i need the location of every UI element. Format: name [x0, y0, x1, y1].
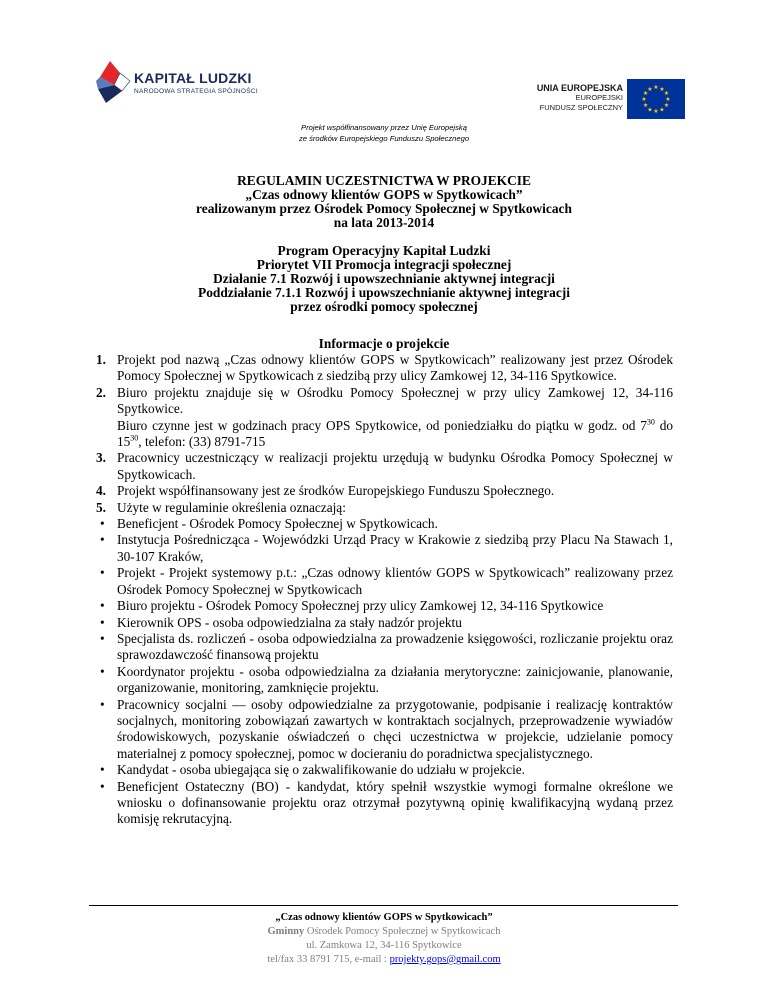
program-line: Program Operacyjny Kapitał Ludzki [277, 243, 491, 258]
eu-logo-line3: FUNDUSZ SPOŁECZNY [539, 103, 623, 112]
footer-address: ul. Zamkowa 12, 34-116 Spytkowice [306, 940, 462, 951]
bullet-icon: • [100, 663, 105, 679]
eu-star-icon: ★ [659, 107, 665, 114]
definition-item [0, 615, 768, 631]
kapital-ludzki-emblem-icon [96, 59, 132, 105]
numbered-item [0, 385, 768, 451]
definition-text: Beneficjent - Ośrodek Pomocy Społecznej w Spytkowicach. [117, 516, 438, 532]
definition-text: Biuro projektu - Ośrodek Pomocy Społecznej przy ulicy Zamkowej 12, 34-116 Spytkowice [117, 598, 604, 614]
eu-logo-text [537, 83, 623, 113]
eu-star-icon: ★ [663, 103, 670, 110]
footer-contact: tel/fax 33 8791 715, e-mail : projekty.gops@gmail.com [267, 954, 501, 965]
kapital-ludzki-logo [96, 59, 261, 107]
eu-star-icon: ★ [653, 85, 659, 92]
item-text: Projekt współfinansowany jest ze środków Europejskiego Funduszu Społecznego. [117, 483, 555, 499]
definition-item [0, 598, 768, 614]
eu-logo [510, 79, 685, 119]
definition-text: Kierownik OPS - osoba odpowiedzialna za stały nadzór projektu [117, 614, 462, 630]
cofund-line-2: ze środków Europejskiego Funduszu Społecznego [298, 134, 470, 143]
footer-divider [89, 905, 678, 906]
kapital-ludzki-title: KAPITAŁ LUDZKI [134, 70, 252, 86]
bullet-icon: • [100, 565, 105, 581]
eu-flag-icon [627, 79, 685, 119]
title-line: realizowanym przez Ośrodek Pomocy Społecznej w Spytkowicach [196, 201, 572, 216]
bullet-icon: • [100, 614, 105, 630]
footer-organization: Gminny Ośrodek Pomocy Społecznej w Spytkowicach [267, 926, 501, 937]
bullet-icon: • [100, 778, 105, 794]
eu-star-icon: ★ [663, 91, 670, 98]
bullet-icon: • [100, 696, 105, 712]
program-line: przez ośrodki pomocy społecznej [290, 299, 478, 314]
document-title [0, 174, 768, 230]
cofund-line-1: Projekt współfinansowany przez Unię Europejską [301, 123, 467, 132]
eu-logo-line1: UNIA EUROPEJSKA [536, 83, 623, 93]
item-text: Biuro projektu znajduje się w Ośrodku Pomocy Społecznej w przy ulicy Zamkowej 12, 34-116 Spytkowice. [117, 384, 673, 417]
eu-star-icon: ★ [659, 86, 665, 93]
footer-project-name: „Czas odnowy klientów GOPS w Spytkowicach” [275, 912, 493, 923]
bullet-icon: • [100, 630, 105, 646]
eu-star-icon: ★ [642, 103, 649, 110]
program-block [0, 244, 768, 314]
definition-text: Specjalista ds. rozliczeń - osoba odpowiedzialna za prowadzenie księgowości, rozliczanie projektu oraz sprawozdawczość finansową projektu [117, 630, 673, 663]
eu-star-icon: ★ [642, 91, 649, 98]
section-heading: Informacje o projekcie [318, 336, 450, 351]
numbered-item [0, 483, 768, 499]
program-line: Działanie 7.1 Rozwój i upowszechnianie aktywnej integracji [213, 271, 555, 286]
program-line: Priorytet VII Promocja integracji społecznej [256, 257, 512, 272]
title-line: „Czas odnowy klientów GOPS w Spytkowicach” [245, 187, 523, 202]
eu-star-icon: ★ [665, 97, 671, 104]
item-text: Użyte w regulaminie określenia oznaczają: [117, 499, 346, 515]
definition-text: Projekt - Projekt systemowy p.t.: „Czas odnowy klientów GOPS w Spytkowicach” realizowany przez Ośrodek Pomocy Społecznej w Spytkowicach [117, 565, 673, 597]
eu-star-icon: ★ [641, 97, 647, 104]
office-hours-text: Biuro czynne jest w godzinach pracy OPS Spytkowice, od poniedziałku do piątku w godz. od $7^{30}$ do $15^{30}$, telefon: (33) 8791-715 [117, 417, 673, 450]
item-text: Pracownicy uczestniczący w realizacji projektu urzędują w budynku Ośrodka Pomocy Społecznej w Spytkowicach. [117, 450, 673, 482]
title-line: REGULAMIN UCZESTNICTWA W PROJEKCIE [237, 173, 531, 188]
title-line: na lata 2013-2014 [333, 215, 435, 230]
definition-item [0, 762, 768, 778]
item-number: 4. [96, 483, 106, 499]
bullet-icon: • [100, 598, 105, 614]
section-content [0, 352, 768, 828]
bullet-icon: • [100, 516, 105, 532]
definition-text: Pracownicy socjalni — osoby odpowiedzialne za przygotowanie, podpisanie i realizację kontraktów socjalnych, monitoring zobowiązań zawartych w kontraktach socjalnych, przeprowadzenie wywiadów środowiskowych, pozyskanie oświadczeń o chęci uczestnictwa w projekcie, udzielanie pomocy materialnej z pomocy społecznej, pomoc w docieraniu do poradnictwa specjalistycznego. [117, 696, 673, 761]
kapital-ludzki-subtitle: NARODOWA STRATEGIA SPÓJNOŚCI [134, 88, 258, 95]
definition-text: Kandydat - osoba ubiegająca się o zakwalifikowanie do udziału w projekcie. [117, 762, 525, 778]
email-link[interactable]: projekty.gops@gmail.com [389, 954, 501, 965]
definition-item [0, 631, 768, 664]
definition-item [0, 532, 768, 565]
numbered-item [0, 500, 768, 516]
eu-star-icon: ★ [653, 109, 659, 116]
definition-item [0, 697, 768, 763]
numbered-item [0, 450, 768, 483]
definition-item [0, 516, 768, 532]
item-number: 3. [96, 450, 106, 466]
definition-item [0, 779, 768, 828]
item-text: Projekt pod nazwą „Czas odnowy klientów GOPS w Spytkowicach” realizowany jest przez Ośrodek Pomocy Społecznej w Spytkowicach z siedzibą przy ulicy Zamkowej 12, 34-116 Spytkowice. [117, 352, 673, 384]
eu-star-icon: ★ [647, 86, 653, 93]
numbered-item [0, 352, 768, 385]
definition-item [0, 565, 768, 598]
bullet-icon: • [100, 532, 105, 548]
definition-text: Instytucja Pośrednicząca - Wojewódzki Urząd Pracy w Krakowie z siedzibą przy Placu Na Stawach 1, 30-107 Kraków, [117, 532, 673, 564]
bullet-icon: • [100, 762, 105, 778]
item-number: 5. [96, 499, 106, 515]
program-line: Poddziałanie 7.1.1 Rozwój i upowszechnianie aktywnej integracji [198, 285, 570, 300]
eu-star-icon: ★ [647, 107, 653, 114]
item-number: 2. [96, 384, 106, 400]
eu-logo-line2: EUROPEJSKI [575, 93, 623, 102]
item-number: 1. [96, 352, 106, 367]
definition-item [0, 664, 768, 697]
definition-text: Koordynator projektu - osoba odpowiedzialna za działania merytoryczne: zainicjowanie, planowanie, organizowanie, monitoring, zamknięcie projektu. [117, 663, 673, 696]
definition-text: Beneficjent Ostateczny (BO) - kandydat, który spełnił wszystkie wymogi formalne określone we wniosku o dofinansowanie projektu oraz otrzymał pozytywną opinię kwalifikacyjną wydaną przez komisję rekrutacyjną. [117, 778, 673, 827]
